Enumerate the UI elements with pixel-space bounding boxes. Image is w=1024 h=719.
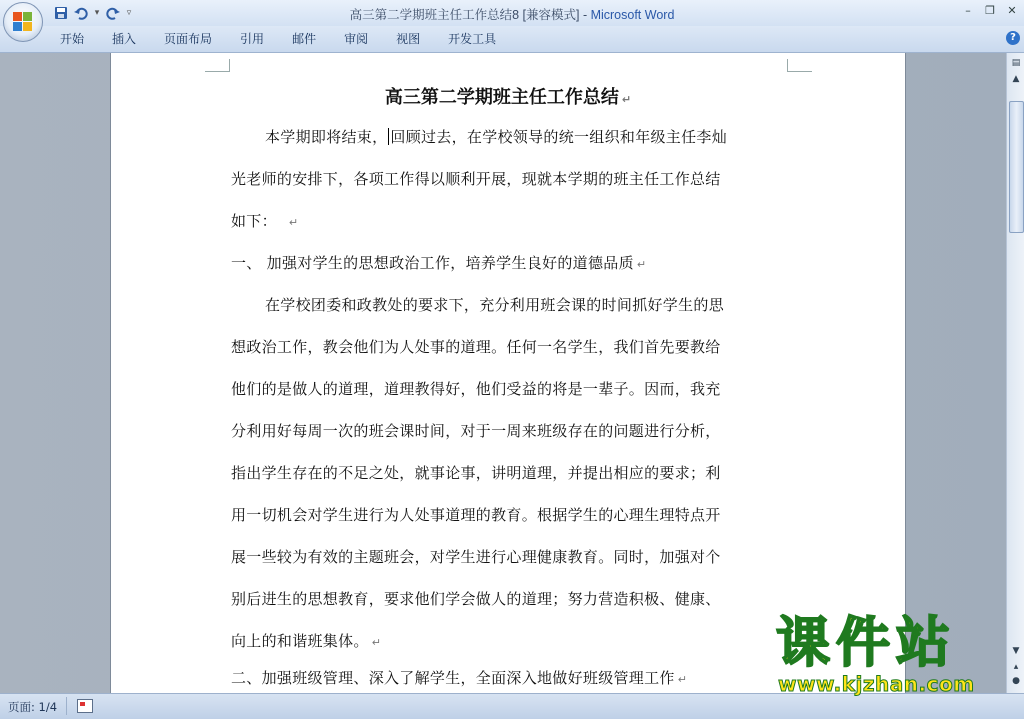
line-text: 展一些较为有效的主题班会，对学生进行心理健康教育。同时，加强对个 (231, 548, 721, 566)
scroll-down-icon[interactable]: ▼ (1012, 646, 1020, 656)
watermark-title: 课件站 (776, 611, 956, 674)
line-text: 一、 加强对学生的思想政治工作，培养学生良好的道德品质 (231, 254, 634, 272)
previous-page-icon[interactable]: ▴ (1013, 662, 1019, 672)
paragraph-line[interactable] (231, 504, 786, 526)
customize-toolbar-icon[interactable]: ▿ (126, 8, 132, 18)
cropped-text-line (256, 66, 746, 76)
tab-developer[interactable]: 开发工具 (448, 32, 497, 46)
scroll-up-icon[interactable]: ▲ (1012, 74, 1020, 84)
office-button[interactable] (3, 2, 43, 42)
paragraph-line[interactable] (231, 462, 786, 484)
close-icon[interactable]: ✕ (1007, 4, 1017, 17)
paragraph-line[interactable] (231, 294, 786, 316)
line-text: 用一切机会对学生进行为人处事道理的教育。根据学生的心理生理特点开 (231, 506, 721, 524)
ribbon (0, 26, 1024, 53)
vertical-scrollbar[interactable] (1006, 53, 1024, 693)
scroll-thumb[interactable] (1009, 101, 1024, 233)
tab-mailings[interactable]: 邮件 (292, 32, 317, 46)
undo-dropdown-icon[interactable]: ▾ (94, 8, 100, 18)
restore-icon[interactable]: ❐ (985, 4, 995, 17)
tab-page-layout[interactable]: 页面布局 (164, 32, 213, 46)
paragraph-mark-icon: ↵ (636, 258, 647, 271)
document-page[interactable] (110, 53, 906, 693)
line-text: 向上的和谐班集体。 (231, 632, 369, 650)
paragraph-mark-icon: ↵ (621, 93, 632, 106)
paragraph-mark-icon: ↵ (677, 673, 688, 686)
line-text: 在学校团委和政教处的要求下，充分利用班会课的时间抓好学生的思 (265, 296, 725, 314)
tab-review[interactable]: 审阅 (344, 32, 369, 46)
paragraph-line[interactable] (231, 168, 786, 190)
line-text: 指出学生存在的不足之处，就事论事，讲明道理，并提出相应的要求；利 (231, 464, 721, 482)
document-area[interactable] (0, 53, 1006, 693)
help-icon[interactable]: ? (1006, 31, 1020, 45)
document-title[interactable] (111, 83, 905, 109)
section-heading[interactable] (231, 252, 786, 274)
paragraph-line[interactable] (231, 420, 786, 442)
office-logo-icon (13, 12, 33, 32)
line-text: 别后进生的思想教育，要求他们学会做人的道理；努力营造积极、健康、 (231, 590, 721, 608)
proofing-icon[interactable] (77, 699, 93, 713)
minimize-icon[interactable]: – (965, 4, 971, 17)
document-name: 高三第二学期班主任工作总结8 [兼容模式] (349, 8, 580, 22)
paragraph-mark-icon: ↵ (288, 216, 299, 229)
document-title-text: 高三第二学期班主任工作总结 (384, 87, 619, 108)
ribbon-tabs (46, 31, 510, 47)
watermark-logo (770, 612, 1010, 694)
line-text: 分利用好每周一次的班会课时间，对于一周来班级存在的问题进行分析， (231, 422, 721, 440)
line-text: 光老师的安排下，各项工作得以顺利开展，现就本学期的班主任工作总结 (231, 170, 721, 188)
paragraph-line[interactable] (231, 630, 786, 652)
paragraph-line[interactable] (231, 210, 786, 232)
page-corner-mark (205, 59, 230, 72)
line-text: 想政治工作，教会他们为人处事的道理。任何一名学生，我们首先要教给 (231, 338, 721, 356)
line-text: 他们的是做人的道理，道理教得好，他们受益的将是一辈子。因而，我充 (231, 380, 721, 398)
tab-view[interactable]: 视图 (396, 32, 421, 46)
section-heading[interactable] (231, 667, 786, 689)
window-controls (960, 3, 1020, 19)
paragraph-line[interactable] (231, 126, 786, 148)
line-text: 本学期即将结束， (265, 128, 388, 146)
title-separator: - (579, 8, 591, 22)
status-bar (0, 693, 1024, 719)
line-text: 二、加强班级管理、深入了解学生，全面深入地做好班级管理工作 (231, 669, 675, 687)
tab-insert[interactable]: 插入 (112, 32, 137, 46)
paragraph-mark-icon: ↵ (371, 636, 382, 649)
paragraph-line[interactable] (231, 546, 786, 568)
paragraph-line[interactable] (231, 336, 786, 358)
browse-object-icon[interactable]: ● (1012, 676, 1020, 686)
window-title (0, 5, 1024, 23)
watermark-url: www.kjzhan.com (778, 672, 975, 696)
page-corner-mark (787, 59, 812, 72)
tab-references[interactable]: 引用 (240, 32, 265, 46)
title-bar (0, 0, 1024, 26)
line-text: 回顾过去，在学校领导的统一组织和年级主任李灿 (390, 128, 728, 146)
status-divider (66, 697, 67, 715)
tab-home[interactable]: 开始 (60, 32, 85, 46)
paragraph-line[interactable] (231, 588, 786, 610)
page-indicator[interactable]: 页面: 1/4 (8, 700, 58, 714)
ruler-toggle-icon[interactable]: ▤ (1011, 58, 1021, 68)
line-text: 如下： (231, 212, 277, 230)
app-name: Microsoft Word (590, 8, 675, 22)
paragraph-line[interactable] (231, 378, 786, 400)
